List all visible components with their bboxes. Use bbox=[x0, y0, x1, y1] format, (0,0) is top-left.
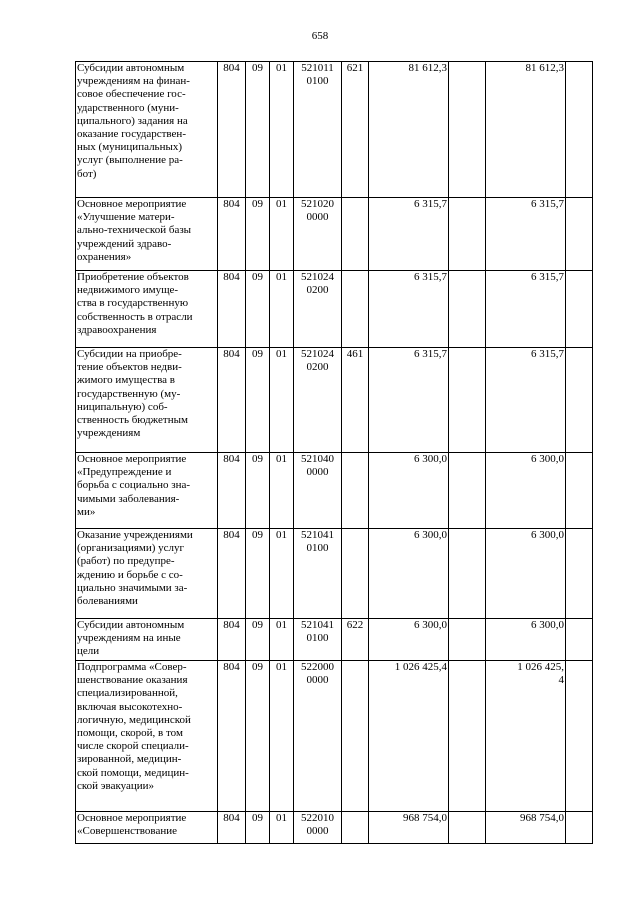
section-code: 09 bbox=[252, 661, 263, 673]
empty-cell bbox=[566, 812, 593, 844]
amount-total: 968 754,0 bbox=[520, 812, 564, 824]
table-row bbox=[76, 348, 593, 453]
amount-total: 6 315,7 bbox=[531, 348, 564, 360]
amount-total: 6 300,0 bbox=[531, 529, 564, 541]
empty-cell bbox=[566, 271, 593, 348]
target-article-cell bbox=[294, 529, 342, 619]
expense-type-cell bbox=[342, 453, 369, 529]
amount: 6 300,0 bbox=[414, 453, 447, 465]
table-row bbox=[76, 62, 593, 198]
empty-cell bbox=[449, 619, 486, 661]
section-code: 09 bbox=[252, 198, 263, 210]
row-name: Подпрограмма «Совер- шенствование оказания специализированной, включая высокотехно- логичную, медицинской помощи, скорой, в том числе скорой специали- зированной, медицин- ской помощи, медицин- ской эвакуации» bbox=[77, 661, 191, 792]
empty-cell bbox=[449, 271, 486, 348]
ministry-code: 804 bbox=[223, 453, 240, 465]
amount-cell bbox=[369, 348, 449, 453]
expense-type-cell bbox=[342, 529, 369, 619]
row-name: Основное мероприятие «Совершенствование bbox=[77, 812, 187, 838]
ministry-code-cell bbox=[218, 348, 246, 453]
amount-total-cell bbox=[486, 812, 566, 844]
amount-cell bbox=[369, 812, 449, 844]
empty-cell bbox=[449, 198, 486, 271]
table-row bbox=[76, 812, 593, 844]
amount: 81 612,3 bbox=[408, 62, 447, 74]
row-name: Основное мероприятие «Предупреждение и борьба с социально зна- чимыми заболевания- ми» bbox=[77, 453, 191, 518]
section-code: 09 bbox=[252, 271, 263, 283]
expense-type-cell bbox=[342, 619, 369, 661]
row-name-cell bbox=[76, 271, 218, 348]
amount-total: 81 612,3 bbox=[525, 62, 564, 74]
row-name-cell bbox=[76, 453, 218, 529]
subsection-code: 01 bbox=[276, 812, 287, 824]
row-name: Субсидии автономным учреждениям на финан- совое обеспечение гос- ударственного (муни- ципального) задания на оказание государствен- ных (муниципальных) услуг (выполнение ра- бот) bbox=[77, 62, 190, 180]
empty-cell bbox=[566, 661, 593, 812]
table-row bbox=[76, 271, 593, 348]
table-row bbox=[76, 661, 593, 812]
ministry-code-cell bbox=[218, 661, 246, 812]
target-article-code: 521041 0100 bbox=[301, 619, 334, 645]
expense-type-cell bbox=[342, 661, 369, 812]
amount: 6 300,0 bbox=[414, 619, 447, 631]
section-code-cell bbox=[246, 348, 270, 453]
amount-total: 6 300,0 bbox=[531, 453, 564, 465]
amount-cell bbox=[369, 529, 449, 619]
section-code: 09 bbox=[252, 619, 263, 631]
section-code-cell bbox=[246, 529, 270, 619]
target-article-code: 521024 0200 bbox=[301, 348, 334, 374]
page-number: 658 bbox=[311, 30, 329, 42]
expense-type-cell bbox=[342, 348, 369, 453]
amount-total-cell bbox=[486, 62, 566, 198]
target-article-cell bbox=[294, 62, 342, 198]
amount-total-cell bbox=[486, 619, 566, 661]
ministry-code-cell bbox=[218, 62, 246, 198]
amount-cell bbox=[369, 271, 449, 348]
target-article-code: 521020 0000 bbox=[301, 198, 334, 224]
section-code-cell bbox=[246, 661, 270, 812]
section-code-cell bbox=[246, 812, 270, 844]
section-code: 09 bbox=[252, 348, 263, 360]
table-row bbox=[76, 453, 593, 529]
section-code-cell bbox=[246, 619, 270, 661]
amount-total-cell bbox=[486, 529, 566, 619]
ministry-code: 804 bbox=[223, 271, 240, 283]
section-code-cell bbox=[246, 453, 270, 529]
expense-type-code: 622 bbox=[346, 619, 364, 631]
empty-cell bbox=[449, 529, 486, 619]
section-code-cell bbox=[246, 198, 270, 271]
subsection-code-cell bbox=[270, 661, 294, 812]
expense-type-cell bbox=[342, 812, 369, 844]
section-code: 09 bbox=[252, 62, 263, 74]
amount-total: 6 315,7 bbox=[531, 271, 564, 283]
row-name-cell bbox=[76, 661, 218, 812]
ministry-code: 804 bbox=[223, 661, 240, 673]
ministry-code: 804 bbox=[223, 619, 240, 631]
subsection-code-cell bbox=[270, 453, 294, 529]
amount-total: 1 026 425, 4 bbox=[517, 661, 564, 687]
target-article-code: 521024 0200 bbox=[301, 271, 334, 297]
empty-cell bbox=[566, 348, 593, 453]
subsection-code-cell bbox=[270, 271, 294, 348]
budget-table bbox=[75, 61, 593, 844]
subsection-code: 01 bbox=[276, 348, 287, 360]
expense-type-cell bbox=[342, 271, 369, 348]
ministry-code: 804 bbox=[223, 348, 240, 360]
subsection-code: 01 bbox=[276, 619, 287, 631]
amount-total: 6 300,0 bbox=[531, 619, 564, 631]
empty-cell bbox=[449, 812, 486, 844]
amount: 968 754,0 bbox=[403, 812, 447, 824]
empty-cell bbox=[449, 453, 486, 529]
expense-type-code: 461 bbox=[346, 348, 364, 360]
target-article-cell bbox=[294, 348, 342, 453]
row-name-cell bbox=[76, 619, 218, 661]
amount-cell bbox=[369, 619, 449, 661]
empty-cell bbox=[449, 62, 486, 198]
ministry-code-cell bbox=[218, 812, 246, 844]
row-name-cell bbox=[76, 198, 218, 271]
amount-total-cell bbox=[486, 453, 566, 529]
target-article-code: 521040 0000 bbox=[301, 453, 334, 479]
row-name: Субсидии автономным учреждениям на иные цели bbox=[77, 619, 185, 658]
target-article-code: 522000 0000 bbox=[301, 661, 334, 687]
empty-cell bbox=[566, 529, 593, 619]
ministry-code-cell bbox=[218, 198, 246, 271]
section-code: 09 bbox=[252, 453, 263, 465]
empty-cell bbox=[449, 348, 486, 453]
subsection-code: 01 bbox=[276, 529, 287, 541]
expense-type-cell bbox=[342, 198, 369, 271]
subsection-code-cell bbox=[270, 198, 294, 271]
empty-cell bbox=[449, 661, 486, 812]
row-name-cell bbox=[76, 348, 218, 453]
empty-cell bbox=[566, 198, 593, 271]
subsection-code: 01 bbox=[276, 661, 287, 673]
section-code: 09 bbox=[252, 529, 263, 541]
amount-total-cell bbox=[486, 271, 566, 348]
ministry-code-cell bbox=[218, 619, 246, 661]
amount-total-cell bbox=[486, 661, 566, 812]
row-name-cell bbox=[76, 529, 218, 619]
empty-cell bbox=[566, 62, 593, 198]
target-article-code: 521041 0100 bbox=[301, 529, 334, 555]
subsection-code-cell bbox=[270, 619, 294, 661]
amount-total-cell bbox=[486, 198, 566, 271]
empty-cell bbox=[566, 619, 593, 661]
ministry-code-cell bbox=[218, 271, 246, 348]
budget-table-body bbox=[76, 62, 593, 844]
ministry-code: 804 bbox=[223, 198, 240, 210]
amount: 6 300,0 bbox=[414, 529, 447, 541]
target-article-cell bbox=[294, 812, 342, 844]
amount-cell bbox=[369, 453, 449, 529]
amount: 1 026 425,4 bbox=[394, 661, 447, 673]
expense-type-cell bbox=[342, 62, 369, 198]
row-name: Приобретение объектов недвижимого имуще- ства в государственную собственность в отрасли здравоохранения bbox=[77, 271, 193, 336]
target-article-code: 522010 0000 bbox=[301, 812, 334, 838]
subsection-code-cell bbox=[270, 348, 294, 453]
row-name: Основное мероприятие «Улучшение матери- ально-технической базы учреждений здраво- охранения» bbox=[77, 198, 192, 263]
ministry-code: 804 bbox=[223, 529, 240, 541]
amount: 6 315,7 bbox=[414, 271, 447, 283]
ministry-code: 804 bbox=[223, 62, 240, 74]
section-code-cell bbox=[246, 62, 270, 198]
amount-cell bbox=[369, 198, 449, 271]
row-name-cell bbox=[76, 812, 218, 844]
row-name: Оказание учреждениями (организациями) услуг (работ) по предупре- ждению и борьбе с со- циально значимыми за- болеваниями bbox=[77, 529, 193, 608]
subsection-code-cell bbox=[270, 812, 294, 844]
expense-type-code: 621 bbox=[346, 62, 364, 74]
subsection-code: 01 bbox=[276, 271, 287, 283]
row-name-cell bbox=[76, 62, 218, 198]
target-article-cell bbox=[294, 271, 342, 348]
amount: 6 315,7 bbox=[414, 198, 447, 210]
target-article-cell bbox=[294, 198, 342, 271]
ministry-code-cell bbox=[218, 453, 246, 529]
row-name: Субсидии на приобре- тение объектов недви- жимого имущества в государственную (му- ниципальную) соб- ственность бюджетным учреждениям bbox=[77, 348, 188, 440]
target-article-code: 521011 0100 bbox=[301, 62, 334, 88]
ministry-code-cell bbox=[218, 529, 246, 619]
amount-cell bbox=[369, 62, 449, 198]
amount-cell bbox=[369, 661, 449, 812]
target-article-cell bbox=[294, 619, 342, 661]
amount: 6 315,7 bbox=[414, 348, 447, 360]
subsection-code: 01 bbox=[276, 198, 287, 210]
target-article-cell bbox=[294, 661, 342, 812]
empty-cell bbox=[566, 453, 593, 529]
table-row bbox=[76, 619, 593, 661]
subsection-code: 01 bbox=[276, 453, 287, 465]
ministry-code: 804 bbox=[223, 812, 240, 824]
target-article-cell bbox=[294, 453, 342, 529]
amount-total: 6 315,7 bbox=[531, 198, 564, 210]
subsection-code-cell bbox=[270, 529, 294, 619]
section-code: 09 bbox=[252, 812, 263, 824]
section-code-cell bbox=[246, 271, 270, 348]
table-row bbox=[76, 198, 593, 271]
subsection-code: 01 bbox=[276, 62, 287, 74]
table-row bbox=[76, 529, 593, 619]
amount-total-cell bbox=[486, 348, 566, 453]
subsection-code-cell bbox=[270, 62, 294, 198]
